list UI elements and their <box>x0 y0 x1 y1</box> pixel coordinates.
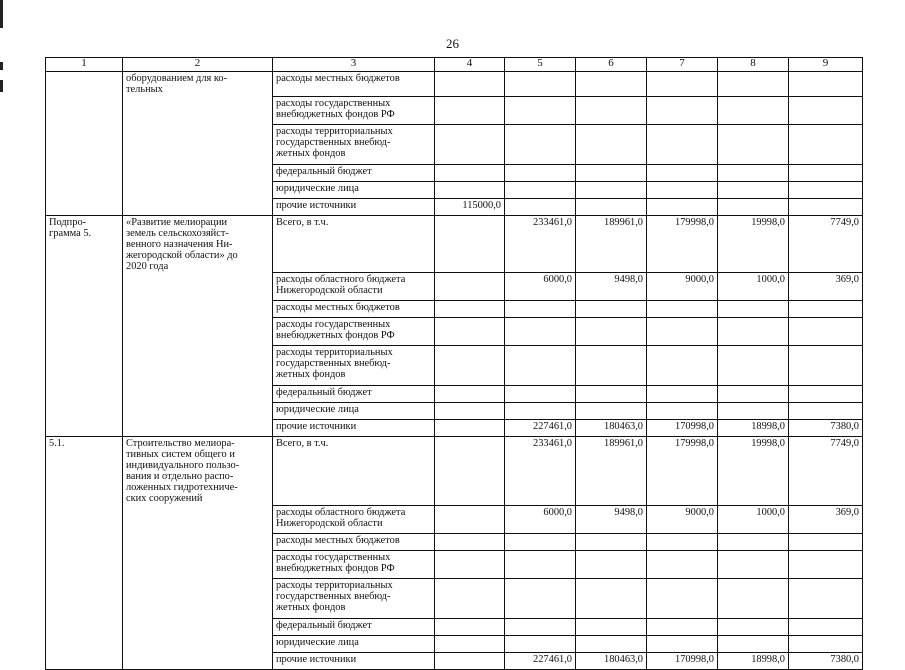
table-cell-9 <box>789 403 863 420</box>
table-cell-1 <box>46 301 123 318</box>
table-row <box>46 533 863 550</box>
table-cell-9 <box>789 318 863 346</box>
table-cell-3: расходы государственных внебюджетных фондов РФ <box>273 96 435 124</box>
table-cell-4 <box>435 346 505 386</box>
table-cell-1 <box>46 403 123 420</box>
table-cell-8 <box>718 181 789 198</box>
table-cell-5 <box>505 635 576 652</box>
table-cell-6 <box>576 618 647 635</box>
table-cell-3: расходы территориальных государственных внебюд- жетных фондов <box>273 346 435 386</box>
table-cell-6 <box>576 346 647 386</box>
table-cell-9 <box>789 386 863 403</box>
table-row <box>46 403 863 420</box>
table-cell-8: 1000,0 <box>718 505 789 533</box>
table-cell-8 <box>718 533 789 550</box>
table-cell-6 <box>576 578 647 618</box>
table-cell-4: 115000,0 <box>435 198 505 215</box>
table-row <box>46 72 863 97</box>
table-row <box>46 318 863 346</box>
table-cell-3: федеральный бюджет <box>273 618 435 635</box>
table-cell-7 <box>647 198 718 215</box>
table-cell-5 <box>505 96 576 124</box>
table-cell-6 <box>576 403 647 420</box>
table-cell-9 <box>789 72 863 97</box>
table-cell-7: 9000,0 <box>647 273 718 301</box>
table-cell-7 <box>647 386 718 403</box>
table-cell-6 <box>576 635 647 652</box>
table-cell-3: Всего, в т.ч. <box>273 215 435 273</box>
table-cell-9 <box>789 164 863 181</box>
table-cell-2 <box>123 635 273 652</box>
table-row <box>46 164 863 181</box>
table-cell-7 <box>647 96 718 124</box>
table-cell-5 <box>505 164 576 181</box>
table-cell-7 <box>647 550 718 578</box>
table-cell-2 <box>123 420 273 437</box>
column-header: 7 <box>647 58 718 72</box>
table-cell-4 <box>435 301 505 318</box>
table-cell-1 <box>46 420 123 437</box>
table-cell-7 <box>647 124 718 164</box>
table-cell-8 <box>718 346 789 386</box>
table-cell-6 <box>576 198 647 215</box>
table-cell-3: юридические лица <box>273 635 435 652</box>
table-cell-3: расходы местных бюджетов <box>273 533 435 550</box>
table-cell-3: прочие источники <box>273 652 435 669</box>
table-cell-3: федеральный бюджет <box>273 164 435 181</box>
column-header: 3 <box>273 58 435 72</box>
column-header: 5 <box>505 58 576 72</box>
table-cell-4 <box>435 273 505 301</box>
table-cell-8: 18998,0 <box>718 420 789 437</box>
table-cell-1 <box>46 181 123 198</box>
table-cell-5: 233461,0 <box>505 437 576 506</box>
table-cell-2: оборудованием для ко- тельных <box>123 72 273 97</box>
table-cell-8: 19998,0 <box>718 437 789 506</box>
table-cell-3: расходы территориальных государственных внебюд- жетных фондов <box>273 124 435 164</box>
table-cell-9: 7380,0 <box>789 652 863 669</box>
table-cell-2 <box>123 533 273 550</box>
table-cell-8 <box>718 164 789 181</box>
table-cell-9: 369,0 <box>789 505 863 533</box>
table-cell-8 <box>718 403 789 420</box>
table-row <box>46 181 863 198</box>
table-cell-7 <box>647 403 718 420</box>
table-row <box>46 578 863 618</box>
table-cell-2 <box>123 652 273 669</box>
table-cell-6 <box>576 124 647 164</box>
table-cell-2: Строительство мелиора- тивных систем общего и индивидуального пользо- вания и отдельно распо- ложенных гидротехниче- ских сооружений <box>123 437 273 506</box>
table-cell-9: 7749,0 <box>789 437 863 506</box>
table-cell-7 <box>647 533 718 550</box>
table-cell-6 <box>576 96 647 124</box>
table-cell-8 <box>718 301 789 318</box>
table-cell-7: 179998,0 <box>647 437 718 506</box>
table-cell-1: 5.1. <box>46 437 123 506</box>
table-cell-2 <box>123 505 273 533</box>
table-cell-5 <box>505 318 576 346</box>
table-cell-2 <box>123 164 273 181</box>
table-cell-9: 7380,0 <box>789 420 863 437</box>
column-header: 4 <box>435 58 505 72</box>
table-cell-9 <box>789 578 863 618</box>
table-cell-2 <box>123 578 273 618</box>
table-cell-7: 170998,0 <box>647 420 718 437</box>
table-row <box>46 437 863 506</box>
page-number: 26 <box>446 36 459 51</box>
table-cell-4 <box>435 124 505 164</box>
table-cell-4 <box>435 533 505 550</box>
table-cell-3: Всего, в т.ч. <box>273 437 435 506</box>
table-row <box>46 215 863 273</box>
table-row <box>46 124 863 164</box>
table-cell-3: прочие источники <box>273 420 435 437</box>
column-header: 8 <box>718 58 789 72</box>
table-cell-4 <box>435 578 505 618</box>
table-cell-1 <box>46 652 123 669</box>
table-cell-3: расходы областного бюджета Нижегородской области <box>273 273 435 301</box>
table-cell-4 <box>435 72 505 97</box>
table-cell-4 <box>435 164 505 181</box>
table-cell-8 <box>718 72 789 97</box>
table-row <box>46 346 863 386</box>
table-cell-4 <box>435 618 505 635</box>
table-cell-1 <box>46 124 123 164</box>
table-row <box>46 198 863 215</box>
table-body <box>46 72 863 670</box>
table-cell-4 <box>435 403 505 420</box>
table-cell-5: 6000,0 <box>505 273 576 301</box>
table-cell-8 <box>718 578 789 618</box>
table-cell-3: юридические лица <box>273 403 435 420</box>
table-cell-6 <box>576 181 647 198</box>
table-cell-1 <box>46 164 123 181</box>
table-row <box>46 635 863 652</box>
table-cell-9 <box>789 550 863 578</box>
table-cell-5: 6000,0 <box>505 505 576 533</box>
table-cell-1 <box>46 550 123 578</box>
table-cell-4 <box>435 635 505 652</box>
table-cell-3: прочие источники <box>273 198 435 215</box>
table-cell-3: расходы местных бюджетов <box>273 301 435 318</box>
table-cell-8 <box>718 96 789 124</box>
table-row <box>46 420 863 437</box>
table-cell-2 <box>123 403 273 420</box>
table-cell-8 <box>718 124 789 164</box>
table-cell-5 <box>505 72 576 97</box>
table-cell-2 <box>123 124 273 164</box>
table-cell-5: 227461,0 <box>505 652 576 669</box>
table-cell-2 <box>123 386 273 403</box>
table-cell-7: 170998,0 <box>647 652 718 669</box>
table-cell-3: расходы территориальных государственных внебюд- жетных фондов <box>273 578 435 618</box>
table-cell-6: 180463,0 <box>576 652 647 669</box>
table-cell-2 <box>123 198 273 215</box>
table-cell-7 <box>647 301 718 318</box>
table-cell-5: 227461,0 <box>505 420 576 437</box>
table-cell-1: Подпро- грамма 5. <box>46 215 123 273</box>
table-cell-2 <box>123 273 273 301</box>
table-cell-2 <box>123 618 273 635</box>
table-cell-3: расходы государственных внебюджетных фондов РФ <box>273 318 435 346</box>
table-cell-3: федеральный бюджет <box>273 386 435 403</box>
table-cell-3: расходы государственных внебюджетных фондов РФ <box>273 550 435 578</box>
table-cell-6 <box>576 550 647 578</box>
table-cell-2 <box>123 550 273 578</box>
table-cell-9 <box>789 618 863 635</box>
table-cell-8 <box>718 386 789 403</box>
table-cell-5 <box>505 198 576 215</box>
table-row <box>46 550 863 578</box>
table-cell-5 <box>505 181 576 198</box>
table-cell-1 <box>46 635 123 652</box>
column-header: 2 <box>123 58 273 72</box>
table-cell-1 <box>46 533 123 550</box>
table-cell-8 <box>718 198 789 215</box>
table-row <box>46 618 863 635</box>
table-cell-5 <box>505 386 576 403</box>
table-cell-6: 189961,0 <box>576 437 647 506</box>
table-row <box>46 96 863 124</box>
table-cell-1 <box>46 505 123 533</box>
table-cell-1 <box>46 386 123 403</box>
table-cell-4 <box>435 420 505 437</box>
table-cell-8 <box>718 318 789 346</box>
table-cell-7: 9000,0 <box>647 505 718 533</box>
table-cell-7 <box>647 318 718 346</box>
table-cell-7: 179998,0 <box>647 215 718 273</box>
table-cell-6 <box>576 318 647 346</box>
table-cell-4 <box>435 386 505 403</box>
table-cell-5 <box>505 403 576 420</box>
table-row <box>46 652 863 669</box>
table-cell-9 <box>789 533 863 550</box>
table-cell-9 <box>789 124 863 164</box>
table-cell-7 <box>647 164 718 181</box>
table-cell-3: юридические лица <box>273 181 435 198</box>
table-cell-5 <box>505 618 576 635</box>
table-cell-6 <box>576 72 647 97</box>
budget-table <box>45 57 863 670</box>
table-cell-9 <box>789 198 863 215</box>
table-cell-4 <box>435 318 505 346</box>
table-cell-6: 189961,0 <box>576 215 647 273</box>
table-cell-8: 19998,0 <box>718 215 789 273</box>
table-cell-2 <box>123 301 273 318</box>
table-cell-5 <box>505 550 576 578</box>
table-cell-1 <box>46 318 123 346</box>
table-cell-1 <box>46 273 123 301</box>
table-cell-9 <box>789 96 863 124</box>
table-cell-5 <box>505 346 576 386</box>
column-header-row <box>46 58 863 72</box>
table-cell-3: расходы областного бюджета Нижегородской области <box>273 505 435 533</box>
table-cell-9: 7749,0 <box>789 215 863 273</box>
table-cell-9 <box>789 346 863 386</box>
table-cell-7 <box>647 72 718 97</box>
table-cell-1 <box>46 198 123 215</box>
table-cell-2: «Развитие мелиорации земель сельскохозяйст- венного назначения Ни- жегородской области» до 2020 года <box>123 215 273 273</box>
table-row <box>46 273 863 301</box>
table-cell-4 <box>435 652 505 669</box>
table-cell-6 <box>576 386 647 403</box>
table-cell-3: расходы местных бюджетов <box>273 72 435 97</box>
table-cell-4 <box>435 550 505 578</box>
table-cell-6: 9498,0 <box>576 505 647 533</box>
table-cell-1 <box>46 618 123 635</box>
table-cell-1 <box>46 72 123 97</box>
table-cell-7 <box>647 578 718 618</box>
table-cell-4 <box>435 181 505 198</box>
table-cell-2 <box>123 318 273 346</box>
table-cell-7 <box>647 618 718 635</box>
table-cell-1 <box>46 96 123 124</box>
table-cell-1 <box>46 578 123 618</box>
table-cell-6 <box>576 533 647 550</box>
table-cell-5 <box>505 124 576 164</box>
table-cell-7 <box>647 635 718 652</box>
binding-edge-mark <box>0 0 3 640</box>
column-header: 1 <box>46 58 123 72</box>
table-cell-5 <box>505 533 576 550</box>
table-cell-8: 1000,0 <box>718 273 789 301</box>
table-cell-4 <box>435 96 505 124</box>
table-cell-4 <box>435 505 505 533</box>
table-cell-6 <box>576 301 647 318</box>
table-cell-5 <box>505 578 576 618</box>
table-cell-7 <box>647 181 718 198</box>
table-cell-1 <box>46 346 123 386</box>
table-row <box>46 386 863 403</box>
table-cell-6 <box>576 164 647 181</box>
table-cell-8 <box>718 618 789 635</box>
table-cell-2 <box>123 346 273 386</box>
table-cell-6: 180463,0 <box>576 420 647 437</box>
table-cell-8 <box>718 550 789 578</box>
table-cell-9: 369,0 <box>789 273 863 301</box>
table-cell-6: 9498,0 <box>576 273 647 301</box>
table-cell-2 <box>123 96 273 124</box>
column-header: 6 <box>576 58 647 72</box>
table-cell-8 <box>718 635 789 652</box>
column-header: 9 <box>789 58 863 72</box>
table-cell-9 <box>789 181 863 198</box>
table-row <box>46 301 863 318</box>
table-cell-5 <box>505 301 576 318</box>
table-cell-9 <box>789 635 863 652</box>
table-cell-4 <box>435 437 505 506</box>
table-cell-4 <box>435 215 505 273</box>
table-cell-2 <box>123 181 273 198</box>
table-row <box>46 505 863 533</box>
table-cell-8: 18998,0 <box>718 652 789 669</box>
table-cell-7 <box>647 346 718 386</box>
table-cell-5: 233461,0 <box>505 215 576 273</box>
table-cell-9 <box>789 301 863 318</box>
